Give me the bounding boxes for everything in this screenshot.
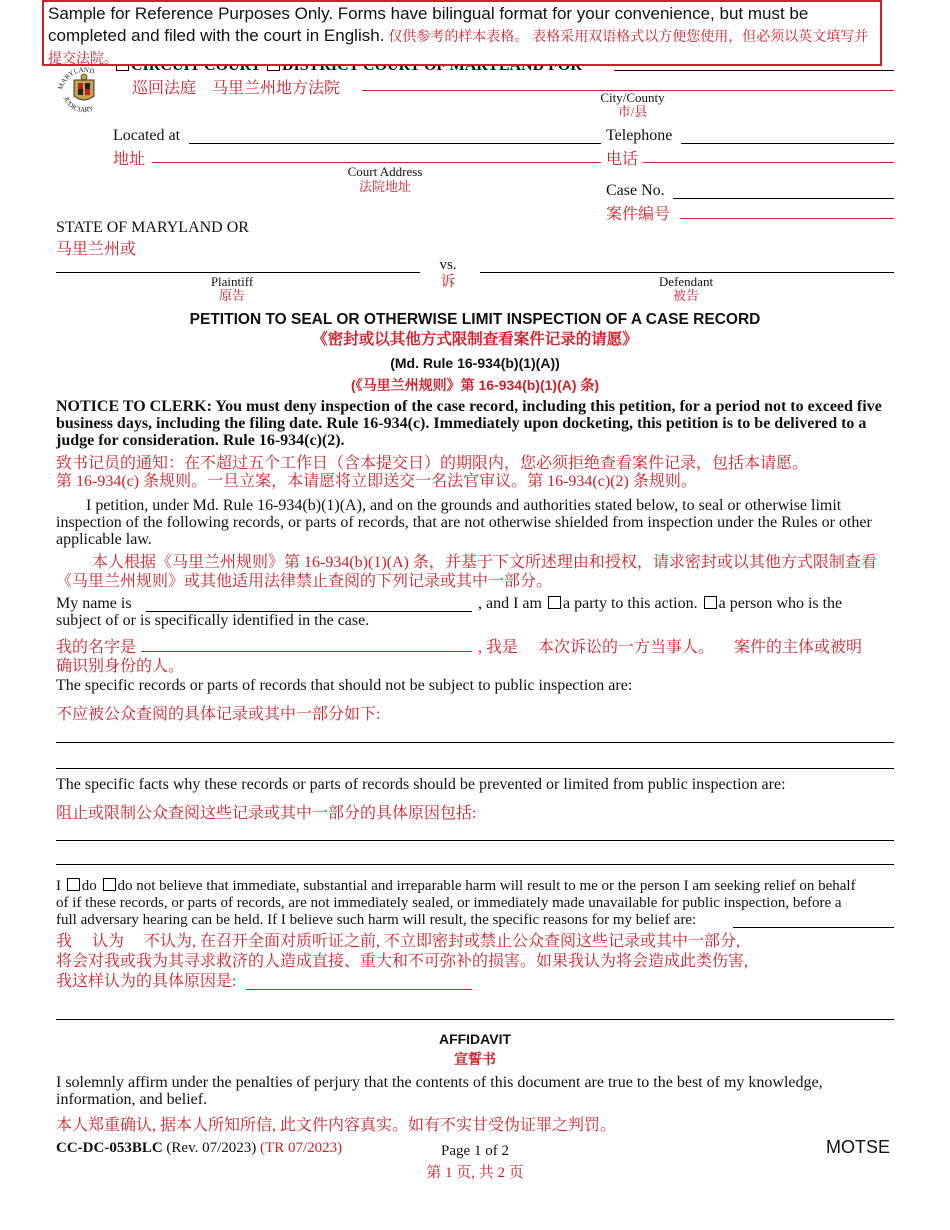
harm-line-3-zh: 我这样认为的具体原因是: bbox=[56, 973, 237, 990]
party-selection bbox=[478, 595, 842, 613]
subject-label-2-zh: 确识别身份的人。 bbox=[56, 658, 185, 675]
case-no-label: Case No. bbox=[606, 182, 665, 199]
court-chinese bbox=[132, 75, 340, 98]
banner-english: Sample for Reference Purposes Only. Forms have bilingual format for your convenience, but must be completed and filed with the court in English. bbox=[48, 4, 809, 45]
affidavit-title-zh: 宣誓书 bbox=[454, 1051, 496, 1067]
court-address-caption bbox=[300, 164, 470, 194]
telephone-input-zh[interactable] bbox=[643, 162, 894, 163]
party-label: a party to this action. bbox=[562, 595, 698, 612]
located-at-label-zh: 地址 bbox=[113, 151, 146, 168]
my-name-label: My name is bbox=[56, 595, 132, 612]
page-number-en: Page 1 of 2 bbox=[441, 1143, 509, 1159]
plaintiff-en: Plaintiff bbox=[210, 274, 254, 289]
notice-to-clerk: NOTICE TO CLERK: You must deny inspection of the case record, including this petition, for a period not to exceed five business days, including the filing date. Rule 16-934(c). Immediately upon docketing, this petition is to be delivered to a judge for consideration. Rule 16-934(c)(2). bbox=[56, 398, 882, 449]
district-court-zh: 马里兰州地方法院 bbox=[212, 80, 341, 97]
maryland-judiciary-seal bbox=[54, 60, 114, 120]
subject-label-2: subject of or is specifically identified in the case. bbox=[56, 612, 370, 629]
subject-checkbox[interactable] bbox=[704, 596, 717, 609]
harm-reasons-input-zh[interactable] bbox=[246, 989, 472, 990]
harm-i-zh: 我 bbox=[56, 933, 73, 950]
harm-paragraph-zh bbox=[56, 932, 906, 992]
harm-do-not-checkbox[interactable] bbox=[103, 878, 116, 891]
my-name-input-zh[interactable] bbox=[141, 651, 472, 652]
vs-en: vs. bbox=[439, 257, 457, 273]
harm-i-label: I bbox=[56, 878, 61, 894]
court-address-input[interactable] bbox=[189, 143, 601, 144]
circuit-court-zh: 巡回法庭 bbox=[132, 80, 197, 97]
records-label: The specific records or parts of records that should not be subject to public inspection are: bbox=[56, 677, 633, 694]
case-no-label-zh: 案件编号 bbox=[606, 206, 671, 223]
harm-do-checkbox[interactable] bbox=[67, 878, 80, 891]
banner-chinese: 仅供参考的样本表格。 表格采用双语格式以方便您使用，但必须以英文填写并提交法院。 bbox=[48, 28, 869, 66]
form-title bbox=[0, 310, 950, 395]
petition-paragraph: I petition, under Md. Rule 16-934(b)(1)(A), and on the grounds and authorities stated below, to seal or otherwise limit inspection of the following records, or parts of records, that are not otherwise shielded from inspection under the Rules or other applicable law. bbox=[56, 497, 872, 548]
court-address-en: Court Address bbox=[347, 164, 423, 179]
facts-input-line-2[interactable] bbox=[56, 864, 894, 865]
records-label-zh: 不应被公众查阅的具体记录或其中一部分如下: bbox=[56, 706, 381, 723]
harm-line-2-zh: 将会对我或我为其寻求救济的人造成直接、重大和不可弥补的损害。如果我认为将会造成此类伤害, bbox=[56, 953, 749, 970]
facts-label-zh: 阻止或限制公众查阅这些记录或其中一部分的具体原因包括: bbox=[56, 805, 477, 822]
defendant-zh: 被告 bbox=[672, 288, 699, 303]
affidavit-text: I solemnly affirm under the penalties of perjury that the contents of this document are true to the best of my knowledge, information, and belief. bbox=[56, 1074, 823, 1108]
state-of-maryland-label: STATE OF MARYLAND OR bbox=[56, 219, 249, 236]
form-number: CC-DC-053BLC bbox=[56, 1140, 163, 1156]
court-address-zh: 法院地址 bbox=[358, 179, 411, 194]
harm-do-not-label: do not believe that immediate, substantial and irreparable harm will result to me or the person I am seeking relief on behalf bbox=[117, 878, 856, 894]
form-rule-zh: (《马里兰州规则》第 16-934(b)(1)(A) 条) bbox=[350, 377, 600, 393]
court-address-input-zh[interactable] bbox=[152, 162, 601, 163]
section-divider bbox=[56, 1019, 894, 1020]
harm-do-label: do bbox=[81, 878, 97, 894]
city-county-zh: 市/县 bbox=[617, 104, 648, 119]
city-county-en: City/County bbox=[600, 90, 665, 105]
notice-to-clerk-zh bbox=[56, 455, 916, 491]
and-i-am-label-zh: , 我是 bbox=[478, 639, 519, 656]
telephone-input[interactable] bbox=[681, 143, 894, 144]
affidavit-text-zh: 本人郑重确认, 据本人所知所信, 此文件内容真实。如有不实甘受伪证罪之判罚。 bbox=[56, 1117, 617, 1134]
reference-banner bbox=[42, 0, 882, 66]
seal-top-text: MARYLAND bbox=[56, 65, 96, 91]
harm-line-3: full adversary hearing can be held. If I believe such harm will result, the specific reasons for my belief are: bbox=[56, 912, 697, 928]
form-number-row bbox=[56, 1140, 342, 1157]
case-no-input-zh[interactable] bbox=[680, 218, 894, 219]
notice-zh-2: 第 16-934(c) 条规则。一旦立案，本请愿将立即送交一名法官审议。第 16-934(c)(2) 条规则。 bbox=[56, 473, 697, 490]
affidavit-heading bbox=[0, 1029, 950, 1069]
defendant-input[interactable] bbox=[480, 272, 894, 273]
party-label-zh: 本次诉讼的一方当事人。 bbox=[538, 639, 715, 656]
my-name-label-zh: 我的名字是 bbox=[56, 639, 137, 656]
vs-zh: 诉 bbox=[440, 274, 456, 290]
case-no-input[interactable] bbox=[673, 198, 894, 199]
plaintiff-caption bbox=[182, 275, 282, 303]
form-revision: (Rev. 07/2023) bbox=[166, 1140, 257, 1156]
and-i-am-label: , and I am bbox=[478, 595, 542, 612]
harm-paragraph bbox=[56, 878, 906, 929]
harm-line-1-zh: 不认为, 在召开全面对质听证之前, 不立即密封或禁止公众查阅这些记录或其中一部分, bbox=[144, 933, 741, 950]
party-checkbox[interactable] bbox=[548, 596, 561, 609]
defendant-en: Defendant bbox=[658, 274, 714, 289]
subject-label-zh: 案件的主体或被明 bbox=[734, 639, 863, 656]
page-number bbox=[410, 1140, 540, 1184]
page-number-zh: 第 1 页, 共 2 页 bbox=[426, 1165, 524, 1181]
records-input-line-1[interactable] bbox=[56, 742, 894, 743]
form-translation-revision: (TR 07/2023) bbox=[260, 1140, 343, 1156]
form-title-zh: 《密封或以其他方式限制查看案件记录的请愿》 bbox=[312, 331, 638, 348]
form-code: MOTSE bbox=[826, 1137, 891, 1157]
form-title-en: PETITION TO SEAL OR OTHERWISE LIMIT INSPECTION OF A CASE RECORD bbox=[189, 311, 761, 328]
telephone-label: Telephone bbox=[606, 127, 673, 144]
records-input-line-2[interactable] bbox=[56, 768, 894, 769]
form-rule-en: (Md. Rule 16-934(b)(1)(A)) bbox=[390, 355, 560, 371]
city-county-caption bbox=[580, 91, 685, 119]
facts-label: The specific facts why these records or parts of records should be prevented or limited from public inspection are: bbox=[56, 776, 786, 793]
party-selection-zh bbox=[478, 634, 862, 657]
city-county-line-en[interactable] bbox=[614, 70, 894, 71]
seal-bottom-text: JUDICIARY bbox=[61, 95, 95, 115]
located-at-label: Located at bbox=[113, 127, 181, 144]
petition-paragraph-zh: 本人根据《马里兰州规则》第 16-934(b)(1)(A) 条，并基于下文所述理由和授权，请求密封或以其他方式限制查看《马里兰州规则》或其他适用法律禁止查阅的下列记录或其中一部分。 bbox=[56, 554, 877, 590]
plaintiff-zh: 原告 bbox=[218, 288, 245, 303]
vs-label bbox=[428, 257, 468, 291]
harm-line-2: of if these records, or parts of records, are not immediately sealed, or immediately made unavailable for public inspection, before a bbox=[56, 895, 842, 911]
subject-label: a person who is the bbox=[718, 595, 843, 612]
telephone-label-zh: 电话 bbox=[606, 151, 639, 168]
defendant-caption bbox=[636, 275, 736, 303]
harm-reasons-input[interactable] bbox=[733, 927, 894, 928]
facts-input-line-1[interactable] bbox=[56, 840, 894, 841]
affidavit-title-en: AFFIDAVIT bbox=[438, 1031, 512, 1047]
harm-do-zh: 认为 bbox=[92, 933, 125, 950]
notice-zh-1: 致书记员的通知：在不超过五个工作日（含本提交日）的期限内，您必须拒绝查看案件记录，包括本请愿。 bbox=[56, 455, 809, 472]
state-of-maryland-label-zh: 马里兰州或 bbox=[56, 241, 137, 258]
plaintiff-input[interactable] bbox=[56, 272, 420, 273]
